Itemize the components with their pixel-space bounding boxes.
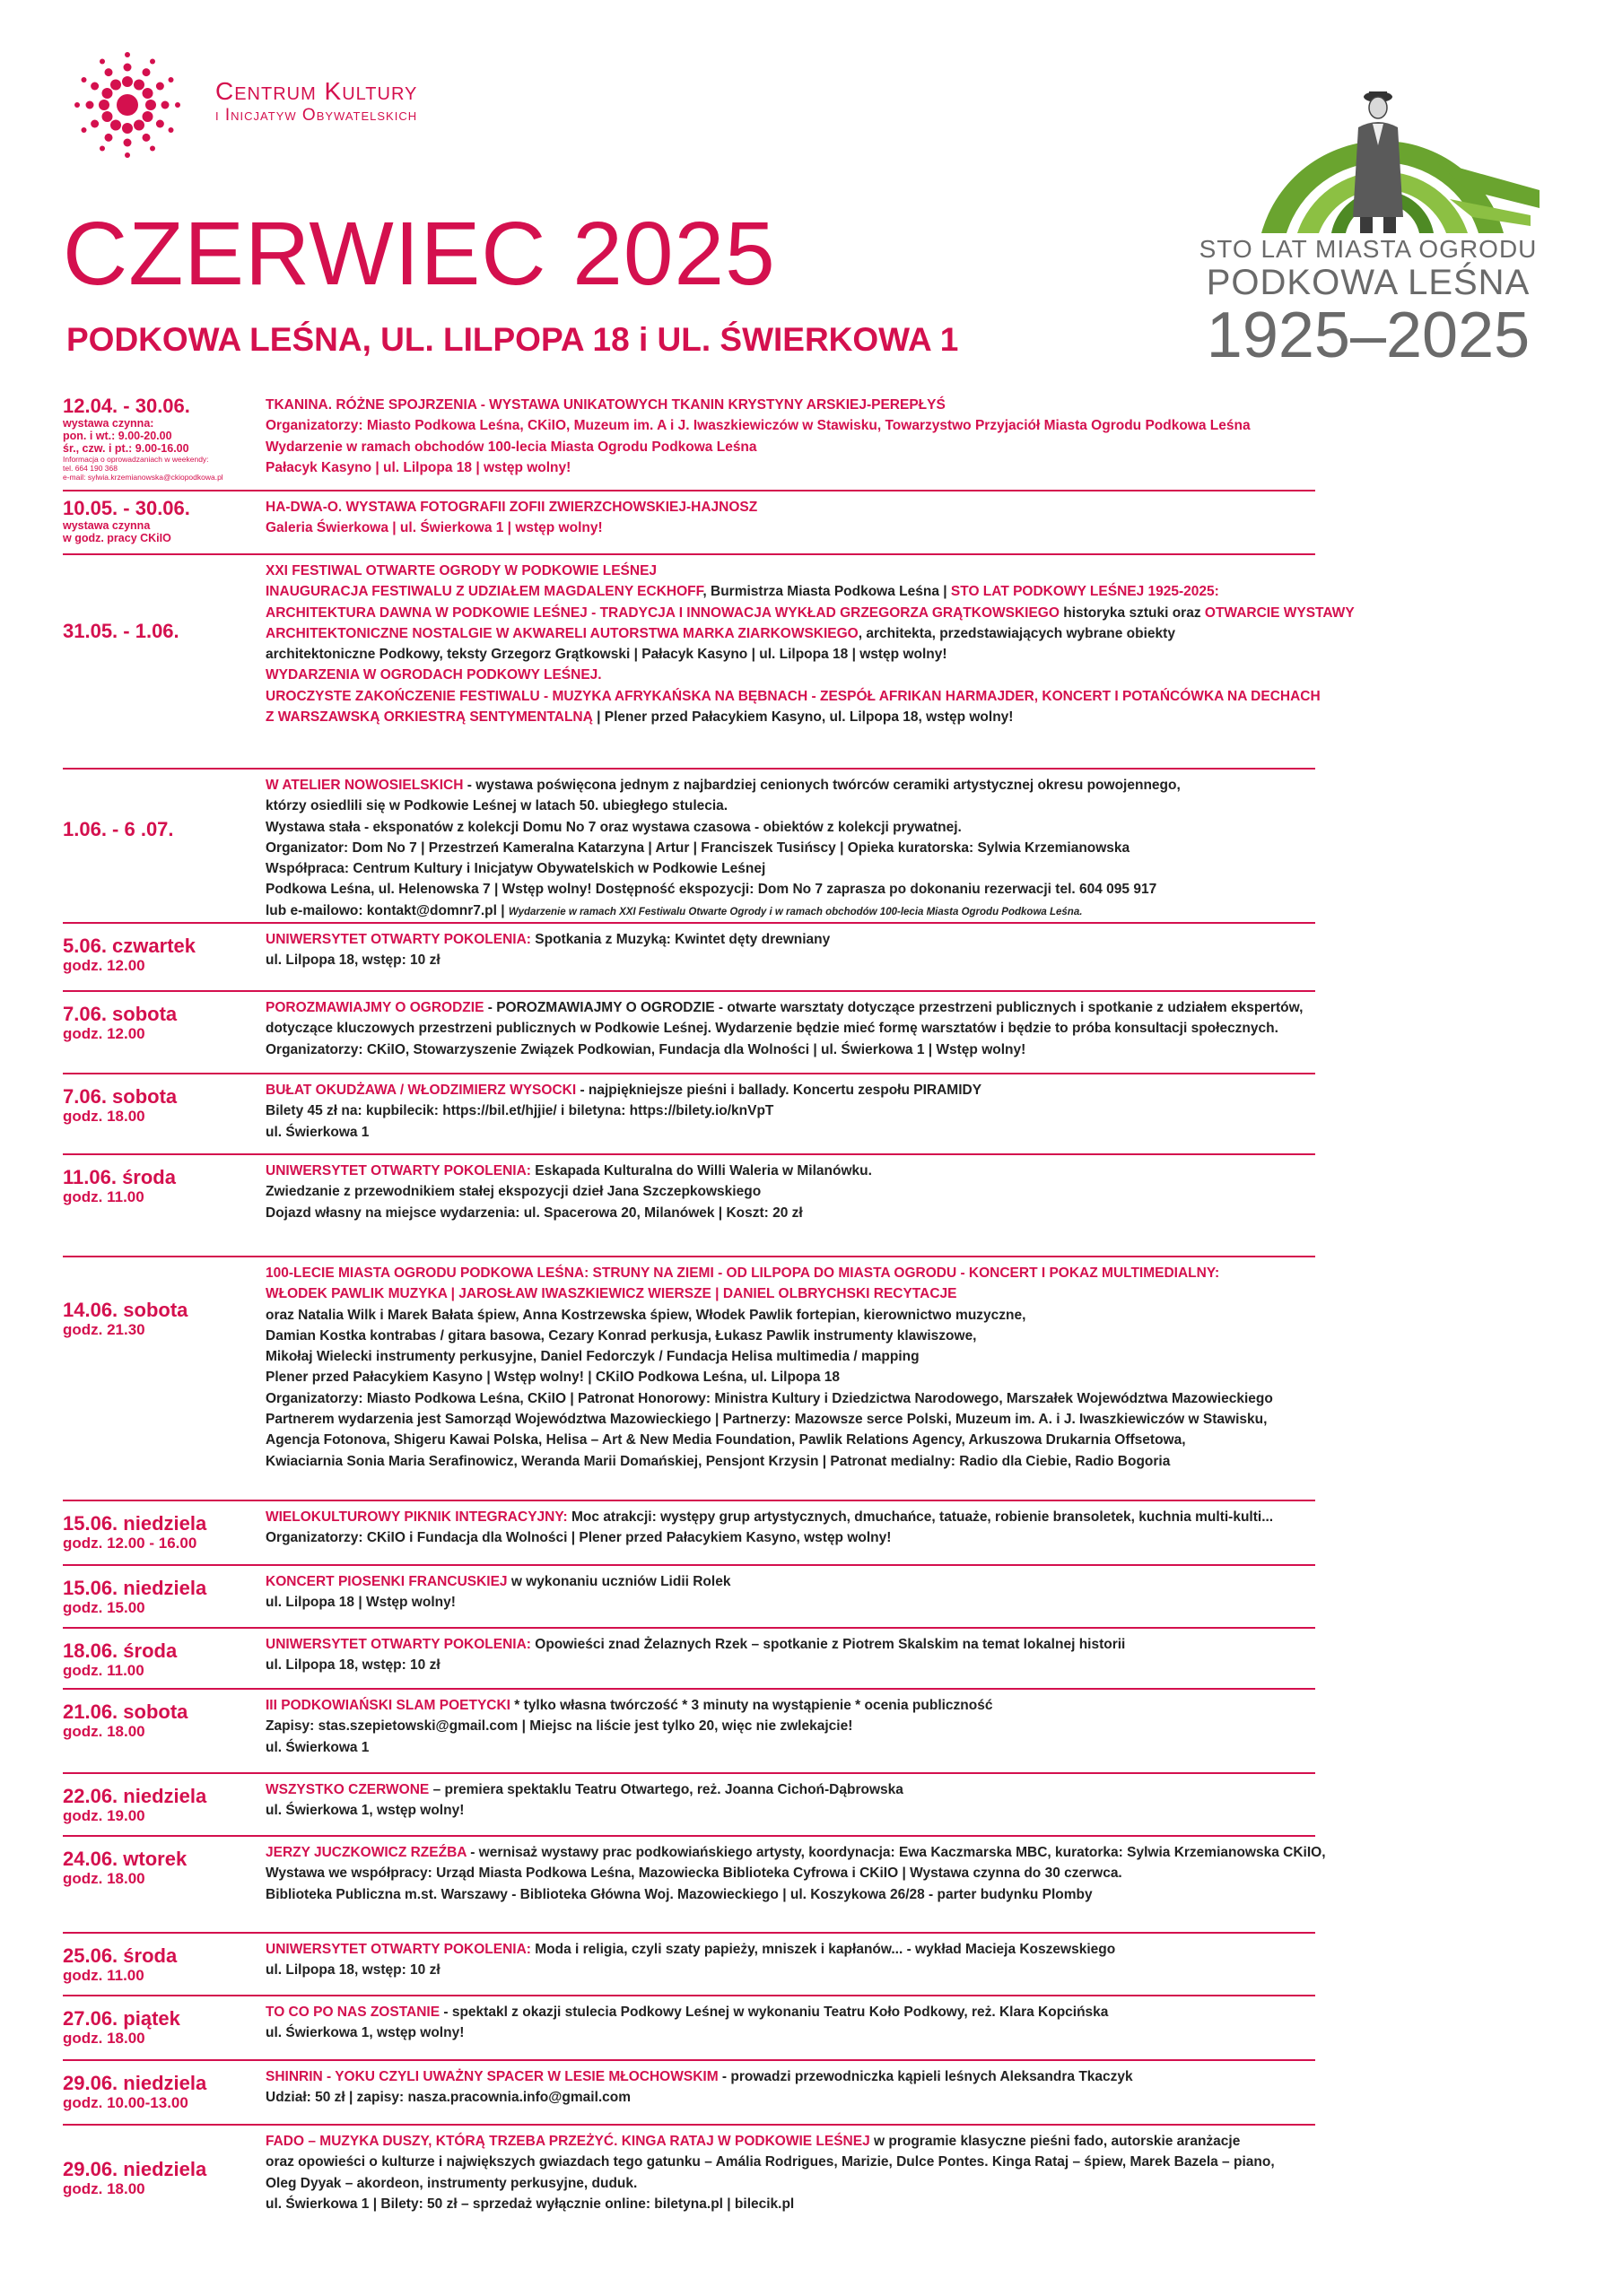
event-line <box>266 1779 1540 1800</box>
event-line <box>266 1326 1540 1346</box>
event-date-block <box>63 2007 260 2047</box>
event-divider <box>63 1932 1315 1934</box>
event-highlight-text: TKANINA. RÓŻNE SPOJRZENIA - WYSTAWA UNIKATOWYCH TKANIN KRYSTYNY ARSKIEJ-PEREPŁYŚ <box>266 397 946 413</box>
event-line <box>266 561 1540 581</box>
event-line <box>266 497 1540 517</box>
event-highlight-text: POROZMAWIAJMY O OGRODZIE <box>266 1000 484 1015</box>
event-divider <box>63 1256 1315 1257</box>
event-text: Biblioteka Publiczna m.st. Warszawy - Biblioteka Główna Woj. Mazowieckiego | ul. Koszykowa 26/28 - parter budynku Plomby <box>266 1886 1093 1902</box>
event-line <box>266 686 1540 707</box>
event-line <box>266 2194 1540 2214</box>
event-divider <box>63 1835 1315 1837</box>
event-text: Kwiaciarnia Sonia Maria Serafinowicz, Weranda Marii Domańskiej, Pensjont Krzysin | Patronat medialny: Radio dla Ciebie, Radio Bogoria <box>266 1453 1171 1469</box>
event-description <box>266 2066 1540 2109</box>
event-line <box>266 2131 1540 2152</box>
event-text: ul. Świerkowa 1, wstęp wolny! <box>266 1803 465 1819</box>
anniversary-caption <box>1166 235 1570 370</box>
event-divider <box>63 553 1315 555</box>
event-text: Organizator: Dom No 7 | Przestrzeń Kameralna Katarzyna | Artur | Franciszek Tusińscy | Opieka kuratorska: Sylwia Krzemianowska <box>266 839 1130 856</box>
event-line <box>266 1655 1540 1675</box>
event-description <box>266 1842 1540 1905</box>
event-line <box>266 644 1540 665</box>
event-highlight-text: UNIWERSYTET OTWARTY POKOLENIA: <box>266 1637 531 1652</box>
event-text: ul. Świerkowa 1 <box>266 1124 370 1140</box>
event-line <box>266 1346 1540 1367</box>
event-line <box>266 1527 1540 1548</box>
event-line <box>266 1737 1540 1758</box>
event-date-block <box>63 395 260 482</box>
event-text: Wystawa we współpracy: Urząd Miasta Podkowa Leśna, Mazowiecka Biblioteka Cyfrowa i CKiIO | Wystawa czynna do 30 czerwca. <box>266 1866 1122 1882</box>
event-text: historyka sztuki oraz <box>1059 604 1205 621</box>
event-highlight-text: HA-DWA-O. WYSTAWA FOTOGRAFII ZOFII ZWIERZCHOWSKIEJ-HAJNOSZ <box>266 500 758 515</box>
event-highlight-text: OTWARCIE WYSTAWY <box>1204 604 1355 621</box>
event-date-block <box>63 497 260 544</box>
event-text: Organizatorzy: CKiIO i Fundacja dla Wolności | Plener przed Pałacykiem Kasyno, wstęp wolny! <box>266 1530 892 1546</box>
event-date: 10.05. - 30.06. <box>63 497 190 519</box>
event-date-block <box>63 1577 260 1616</box>
event-line <box>266 395 1540 415</box>
event-line <box>266 1800 1540 1821</box>
event-time: godz. 18.00 <box>63 1870 145 1887</box>
event-description <box>266 395 1540 478</box>
event-description <box>266 1634 1540 1676</box>
event-highlight-text: BUŁAT OKUDŻAWA / WŁODZIMIERZ WYSOCKI <box>266 1083 577 1098</box>
event-line <box>266 1571 1540 1592</box>
event-line <box>266 997 1540 1018</box>
event-highlight-text: Z WARSZAWSKĄ ORKIESTRĄ SENTYMENTALNĄ <box>266 709 593 726</box>
event-line <box>266 1507 1540 1527</box>
event-text: Partnerem wydarzenia jest Samorząd Województwa Mazowieckiego | Partnerzy: Mazowsze serce Polski, Muzeum im. A. i J. Iwaszkiewiczów w Stawisku, <box>266 1412 1268 1428</box>
event-hours-note: w godz. pracy CKiIO <box>63 532 171 544</box>
event-highlight-text: UNIWERSYTET OTWARTY POKOLENIA: <box>266 932 531 947</box>
event-text: - spektakl z okazji stulecia Podkowy Leśnej w wykonaniu Teatru Koło Podkowy, reż. Klara Kopcińska <box>440 2005 1109 2020</box>
event-line <box>266 1716 1540 1736</box>
event-date-block <box>63 1512 260 1552</box>
address-heading: PODKOWA LEŚNA, UL. LILPOPA 18 i UL. ŚWIERKOWA 1 <box>66 321 959 358</box>
event-divider <box>63 1500 1315 1501</box>
event-line <box>266 1960 1540 1980</box>
event-line <box>266 1181 1540 1202</box>
event-line <box>266 2066 1540 2087</box>
anniversary-line2: PODKOWA LEŚNA <box>1206 263 1531 302</box>
event-divider <box>63 2124 1315 2126</box>
event-line <box>266 1863 1540 1883</box>
event-line <box>266 1367 1540 1387</box>
event-highlight-text: Galeria Świerkowa | ul. Świerkowa 1 | wstęp wolny! <box>266 520 603 536</box>
event-text: ul. Świerkowa 1, wstęp wolny! <box>266 2025 465 2041</box>
event-date-block <box>63 818 260 840</box>
event-line <box>266 1039 1540 1060</box>
event-text: oraz Natalia Wilk i Marek Bałata śpiew, Anna Kostrzewska śpiew, Włodek Pawlik fortepian, kierownictwo muzyczne, <box>266 1307 1026 1323</box>
event-line <box>266 2087 1540 2108</box>
event-line <box>266 900 1540 923</box>
event-line <box>266 623 1540 644</box>
event-highlight-text: UNIWERSYTET OTWARTY POKOLENIA: <box>266 1163 531 1178</box>
event-text: Agencja Fotonova, Shigeru Kawai Polska, Helisa – Art & New Media Foundation, Pawlik Relations Agency, Arkuszowa Drukarnia Offsetowa, <box>266 1432 1186 1448</box>
event-description <box>266 2002 1540 2044</box>
event-time: godz. 10.00-13.00 <box>63 2094 188 2111</box>
event-highlight-text: INAUGURACJA FESTIWALU Z UDZIAŁEM MAGDALENY ECKHOFF <box>266 584 703 600</box>
event-highlight-text: FADO – MUZYKA DUSZY, KTÓRĄ TRZEBA PRZEŻYĆ. KINGA RATAJ W PODKOWIE LEŚNEJ <box>266 2134 870 2149</box>
event-date: 21.06. sobota <box>63 1700 188 1723</box>
event-line <box>266 1884 1540 1905</box>
event-line <box>266 838 1540 858</box>
org-name-line1: Centrum Kultury <box>215 77 418 105</box>
event-hours-note: wystawa czynna: <box>63 417 154 430</box>
event-time: godz. 12.00 - 16.00 <box>63 1535 197 1552</box>
event-date-block <box>63 1085 260 1125</box>
event-date-block <box>63 1166 260 1205</box>
event-hours-note: wystawa czynna <box>63 519 151 532</box>
event-date: 15.06. niedziela <box>63 1577 207 1599</box>
event-divider <box>63 490 1315 491</box>
event-contact-note: Informacja o oprowadzaniach w weekendy: <box>63 455 209 464</box>
event-text: Eskapada Kulturalna do Willi Waleria w Milanówku. <box>530 1163 872 1178</box>
event-text: ul. Świerkowa 1 | Bilety: 50 zł – sprzedaż wyłącznie online: biletyna.pl | bilecik.pl <box>266 2196 795 2212</box>
event-text: | Plener przed Pałacykiem Kasyno, ul. Lilpopa 18, wstęp wolny! <box>592 709 1014 726</box>
event-description <box>266 929 1540 971</box>
event-date-block <box>63 1639 260 1679</box>
event-text: którzy osiedlili się w Podkowie Leśnej w latach 50. ubiegłego stulecia. <box>266 798 728 814</box>
event-line <box>266 775 1540 796</box>
event-highlight-text: W ATELIER NOWOSIELSKICH <box>266 778 464 793</box>
event-date-block <box>63 2072 260 2111</box>
event-description <box>266 775 1540 923</box>
event-divider <box>63 768 1315 770</box>
event-divider <box>63 1564 1315 1566</box>
event-line <box>266 2022 1540 2043</box>
event-line <box>266 1161 1540 1181</box>
event-divider <box>63 1688 1315 1690</box>
event-divider <box>63 1772 1315 1774</box>
page-title: CZERWIEC 2025 <box>63 204 776 304</box>
event-text: Bilety 45 zł na: kupbilecik: https://bil.et/hjjie/ i biletyna: https://bilety.io/knVpT <box>266 1103 774 1119</box>
event-line <box>266 517 1540 538</box>
event-line <box>266 1388 1540 1409</box>
event-text: - wystawa poświęcona jednym z najbardziej cenionych twórców ceramiki artystycznej okresu powojennego, <box>463 778 1181 793</box>
event-text: Plener przed Pałacykiem Kasyno | Wstęp wolny! | CKiIO Podkowa Leśna, ul. Lilpopa 18 <box>266 1370 841 1386</box>
event-text: ul. Lilpopa 18, wstęp: 10 zł <box>266 1657 441 1674</box>
event-divider <box>63 922 1315 924</box>
event-line <box>266 1122 1540 1143</box>
event-date-block <box>63 620 260 642</box>
event-text: Współpraca: Centrum Kultury i Inicjatyw Obywatelskich w Podkowie Leśnej <box>266 861 766 877</box>
event-date-block <box>63 935 260 974</box>
event-highlight-text: ARCHITEKTONICZNE NOSTALGIE W AKWARELI AUTORSTWA MARKA ZIARKOWSKIEGO <box>266 625 859 641</box>
event-text: , Burmistrza Miasta Podkowa Leśna | <box>702 584 951 600</box>
event-hours-note: pon. i wt.: 9.00-20.00 <box>63 430 172 442</box>
event-highlight-text: JERZY JUCZKOWICZ RZEŹBA <box>266 1845 467 1860</box>
event-highlight-text: WŁODEK PAWLIK MUZYKA | JAROSŁAW IWASZKIEWICZ WIERSZE | DANIEL OLBRYCHSKI RECYTACJE <box>266 1286 957 1302</box>
event-description <box>266 497 1540 539</box>
event-text: w programie klasyczne pieśni fado, autorskie aranżacje <box>869 2134 1241 2149</box>
anniversary-line1: STO LAT MIASTA OGRODU <box>1199 235 1538 263</box>
event-description <box>266 997 1540 1060</box>
event-line <box>266 817 1540 838</box>
event-text: Zapisy: stas.szepietowski@gmail.com | Miejsc na liście jest tylko 20, więc nie zwlekajcie! <box>266 1718 853 1735</box>
event-highlight-text: UNIWERSYTET OTWARTY POKOLENIA: <box>266 1942 531 1957</box>
event-time: godz. 18.00 <box>63 2180 145 2197</box>
event-date: 7.06. sobota <box>63 1085 178 1108</box>
event-time: godz. 11.00 <box>63 1662 144 1679</box>
event-date-block <box>63 1700 260 1740</box>
event-text: ul. Lilpopa 18, wstęp: 10 zł <box>266 1962 441 1979</box>
event-time: godz. 21.30 <box>63 1321 145 1338</box>
event-date: 18.06. środa <box>63 1639 178 1662</box>
event-divider <box>63 990 1315 992</box>
event-small-note: Wydarzenie w ramach XXI Festiwalu Otwarte Ogrody i w ramach obchodów 100-lecia Miasta Ogrodu Podkowa Leśna. <box>508 906 1083 918</box>
event-text: Zwiedzanie z przewodnikiem stałej ekspozycji dzieł Jana Szczepkowskiego <box>266 1184 762 1200</box>
event-text: ul. Lilpopa 18 | Wstęp wolny! <box>266 1595 456 1611</box>
event-text: ul. Lilpopa 18, wstęp: 10 zł <box>266 952 441 969</box>
anniversary-emblem-icon <box>1243 83 1540 235</box>
event-time: godz. 12.00 <box>63 1025 145 1042</box>
event-contact-note: e-mail: sylwia.krzemianowska@ckiopodkowa.pl <box>63 473 223 482</box>
event-highlight-text: KONCERT PIOSENKI FRANCUSKIEJ <box>266 1574 508 1589</box>
event-time: godz. 18.00 <box>63 1723 145 1740</box>
event-date-block <box>63 1785 260 1824</box>
event-line <box>266 1018 1540 1039</box>
event-text: * tylko własna twórczość * 3 minuty na wystąpienie * ocenia publiczność <box>510 1698 993 1713</box>
event-description <box>266 561 1540 727</box>
event-highlight-text: WSZYSTKO CZERWONE <box>266 1782 430 1797</box>
event-line <box>266 2152 1540 2172</box>
event-time: godz. 15.00 <box>63 1599 145 1616</box>
event-date: 7.06. sobota <box>63 1003 178 1025</box>
event-text: Opowieści znad Żelaznych Rzek – spotkanie z Piotrem Skalskim na temat lokalnej historii <box>530 1637 1126 1652</box>
event-highlight-text: SHINRIN - YOKU CZYLI UWAŻNY SPACER W LESIE MŁOCHOWSKIM <box>266 2069 719 2084</box>
event-date: 15.06. niedziela <box>63 1512 207 1535</box>
event-text: Spotkania z Muzyką: Kwintet dęty drewniany <box>530 932 831 947</box>
event-text: ul. Świerkowa 1 <box>266 1739 370 1755</box>
event-text: Mikołaj Wielecki instrumenty perkusyjne, Daniel Fedorczyk / Fundacja Helisa multimedia / mapping <box>266 1349 920 1365</box>
event-line <box>266 1203 1540 1223</box>
organization-name <box>215 77 417 126</box>
event-description <box>266 1695 1540 1758</box>
event-time: godz. 18.00 <box>63 1108 145 1125</box>
event-description <box>266 1779 1540 1822</box>
event-date-block <box>63 2158 260 2197</box>
event-description <box>266 1161 1540 1223</box>
event-highlight-text: WIELOKULTUROWY PIKNIK INTEGRACYJNY: <box>266 1509 568 1525</box>
event-highlight-text: UROCZYSTE ZAKOŃCZENIE FESTIWALU - MUZYKA AFRYKAŃSKA NA BĘBNACH - ZESPÓŁ AFRIKAN HARMAJDER, KONCERT I POTAŃCÓWKA NA DECHACH <box>266 688 1321 704</box>
event-date-block <box>63 1944 260 1984</box>
event-date: 5.06. czwartek <box>63 935 196 957</box>
event-line <box>266 437 1540 457</box>
event-description <box>266 1939 1540 1981</box>
event-text: – premiera spektaklu Teatru Otwartego, reż. Joanna Cichoń-Dąbrowska <box>429 1782 903 1797</box>
event-line <box>266 457 1540 478</box>
event-description <box>266 1507 1540 1549</box>
event-divider <box>63 1153 1315 1155</box>
event-line <box>266 796 1540 816</box>
event-line <box>266 1409 1540 1430</box>
event-text: , architekta, przedstawiających wybrane obiekty <box>858 625 1175 641</box>
event-text: Udział: 50 zł | zapisy: nasza.pracownia.info@gmail.com <box>266 2090 632 2106</box>
event-date-block <box>63 1003 260 1042</box>
event-divider <box>63 2059 1315 2061</box>
event-date: 24.06. wtorek <box>63 1848 188 1870</box>
event-line <box>266 1263 1540 1283</box>
event-line <box>266 879 1540 900</box>
event-time: godz. 18.00 <box>63 2030 145 2047</box>
sun-burst-logo-icon <box>56 47 199 163</box>
event-text: oraz opowieści o kulturze i największych gwiazdach tego gatunku – Amália Rodrigues, Marizie, Dulce Pontes. Kinga Rataj – śpiew, Marek Bazela – piano, <box>266 2154 1275 2170</box>
event-highlight-text: XXI FESTIWAL OTWARTE OGRODY W PODKOWIE LEŚNEJ <box>266 563 658 578</box>
event-line <box>266 665 1540 685</box>
event-description <box>266 1571 1540 1613</box>
event-line <box>266 1842 1540 1863</box>
event-line <box>266 1283 1540 1304</box>
event-description <box>266 2131 1540 2214</box>
event-highlight-text: STO LAT PODKOWY LEŚNEJ 1925-2025: <box>950 584 1219 600</box>
event-highlight-text: WYDARZENIA W OGRODACH PODKOWY LEŚNEJ. <box>266 667 602 683</box>
event-line <box>266 1305 1540 1326</box>
event-date: 14.06. sobota <box>63 1299 188 1321</box>
event-date-block <box>63 1848 260 1887</box>
event-line <box>266 1430 1540 1450</box>
event-highlight-text: TO CO PO NAS ZOSTANIE <box>266 2005 441 2020</box>
event-line <box>266 1592 1540 1613</box>
event-description <box>266 1263 1540 1472</box>
event-text: - prowadzi przewodniczka kąpieli leśnych Aleksandra Tkaczyk <box>718 2069 1133 2084</box>
event-time: godz. 12.00 <box>63 957 145 974</box>
event-divider <box>63 1073 1315 1074</box>
event-line <box>266 1634 1540 1655</box>
event-text: - najpiękniejsze pieśni i ballady. Koncertu zespołu PIRAMIDY <box>576 1083 982 1098</box>
event-divider <box>63 1627 1315 1629</box>
event-text: Organizatorzy: Miasto Podkowa Leśna, CKiIO | Patronat Honorowy: Ministra Kultury i Dziedzictwa Narodowego, Marszałek Województwa Mazowieckiego <box>266 1390 1273 1406</box>
event-text: Moc atrakcji: występy grup artystycznych, dmuchańce, tatuaże, robienie bransoletek, kuchnia multi-kulti... <box>567 1509 1274 1525</box>
anniversary-years: 1925–2025 <box>1206 300 1531 371</box>
event-date: 29.06. niedziela <box>63 2158 207 2180</box>
event-line <box>266 415 1540 436</box>
event-date: 25.06. środa <box>63 1944 178 1967</box>
org-name-line2: i Inicjatyw Obywatelskich <box>215 106 418 125</box>
event-date-block <box>63 1299 260 1338</box>
event-line <box>266 929 1540 950</box>
event-text: - POROZMAWIAJMY O OGRODZIE - otwarte warsztaty dotyczące przestrzeni publicznych i spotkanie z udziałem ekspertów, <box>484 1000 1304 1015</box>
event-line <box>266 1080 1540 1100</box>
portrait-figure-icon <box>1353 91 1403 233</box>
event-time: godz. 19.00 <box>63 1807 145 1824</box>
event-line <box>266 2173 1540 2194</box>
event-text: Oleg Dyyak – akordeon, instrumenty perkusyjne, duduk. <box>266 2175 638 2191</box>
event-description <box>266 1080 1540 1143</box>
event-highlight-text: Organizatorzy: Miasto Podkowa Leśna, CKiIO, Muzeum im. A i J. Iwaszkiewiczów w Stawisku, Towarzystwo Przyjaciół Miasta Ogrodu Podkowa Leśna <box>266 418 1251 434</box>
event-date: 1.06. - 6 .07. <box>63 818 174 840</box>
event-date: 29.06. niedziela <box>63 2072 207 2094</box>
event-highlight-text: III PODKOWIAŃSKI SLAM POETYCKI <box>266 1698 510 1713</box>
event-date: 11.06. środa <box>63 1166 176 1188</box>
event-line <box>266 1100 1540 1121</box>
event-highlight-text: Wydarzenie w ramach obchodów 100-lecia Miasta Ogrodu Podkowa Leśna <box>266 439 757 455</box>
event-text: w wykonaniu uczniów Lidii Rolek <box>507 1574 731 1589</box>
event-date: 22.06. niedziela <box>63 1785 207 1807</box>
event-text: Wystawa stała - eksponatów z kolekcji Domu No 7 oraz wystawa czasowa - obiektów z kolekcji prywatnej. <box>266 819 962 835</box>
event-text: Dojazd własny na miejsce wydarzenia: ul. Spacerowa 20, Milanówek | Koszt: 20 zł <box>266 1205 803 1221</box>
event-date: 31.05. - 1.06. <box>63 620 179 642</box>
event-highlight-text: ARCHITEKTURA DAWNA W PODKOWIE LEŚNEJ - TRADYCJA I INNOWACJA WYKŁAD GRZEGORZA GRĄTKOWSKIEGO <box>266 604 1060 621</box>
event-text: dotyczące kluczowych przestrzeni publicznych w Podkowie Leśnej. Wydarzenie będzie mieć formę warsztatów i będzie to próba konsultacji społecznych. <box>266 1021 1278 1037</box>
event-line <box>266 950 1540 970</box>
event-line <box>266 581 1540 602</box>
event-text: Damian Kostka kontrabas / gitara basowa, Cezary Konrad perkusja, Łukasz Pawlik instrumenty klawiszowe, <box>266 1327 977 1344</box>
event-line <box>266 1451 1540 1472</box>
event-line <box>266 603 1540 623</box>
event-line <box>266 1939 1540 1960</box>
event-line <box>266 707 1540 727</box>
event-contact-note: tel. 664 190 368 <box>63 464 118 473</box>
event-time: godz. 11.00 <box>63 1967 144 1984</box>
event-text: Podkowa Leśna, ul. Helenowska 7 | Wstęp wolny! Dostępność ekspozycji: Dom No 7 zaprasza po dokonaniu rezerwacji tel. 604 095 917 <box>266 882 1157 898</box>
event-line <box>266 2002 1540 2022</box>
event-hours-note: śr., czw. i pt.: 9.00-16.00 <box>63 442 189 455</box>
event-date: 27.06. piątek <box>63 2007 180 2030</box>
event-date: 12.04. - 30.06. <box>63 395 190 417</box>
event-text: lub e-mailowo: kontakt@domnr7.pl | <box>266 902 509 918</box>
event-time: godz. 11.00 <box>63 1188 144 1205</box>
event-text: Moda i religia, czyli szaty papieży, mniszek i kapłanów... - wykład Macieja Koszewskiego <box>530 1942 1116 1957</box>
event-line <box>266 858 1540 879</box>
event-text: - wernisaż wystawy prac podkowiańskiego artysty, koordynacja: Ewa Kaczmarska MBC, kuratorka: Sylwia Krzemianowska CKiIO, <box>466 1845 1326 1860</box>
event-divider <box>63 1995 1315 1996</box>
event-text: Organizatorzy: CKiIO, Stowarzyszenie Związek Podkowian, Fundacja dla Wolności | ul. Świerkowa 1 | Wstęp wolny! <box>266 1041 1026 1057</box>
event-text: architektoniczne Podkowy, teksty Grzegorz Grątkowski | Pałacyk Kasyno | ul. Lilpopa 18 | wstęp wolny! <box>266 647 947 663</box>
event-highlight-text: Pałacyk Kasyno | ul. Lilpopa 18 | wstęp wolny! <box>266 459 571 475</box>
event-highlight-text: 100-LECIE MIASTA OGRODU PODKOWA LEŚNA: STRUNY NA ZIEMI - OD LILPOPA DO MIASTA OGRODU - KONCERT I POKAZ MULTIMEDIALNY: <box>266 1265 1220 1281</box>
event-line <box>266 1695 1540 1716</box>
